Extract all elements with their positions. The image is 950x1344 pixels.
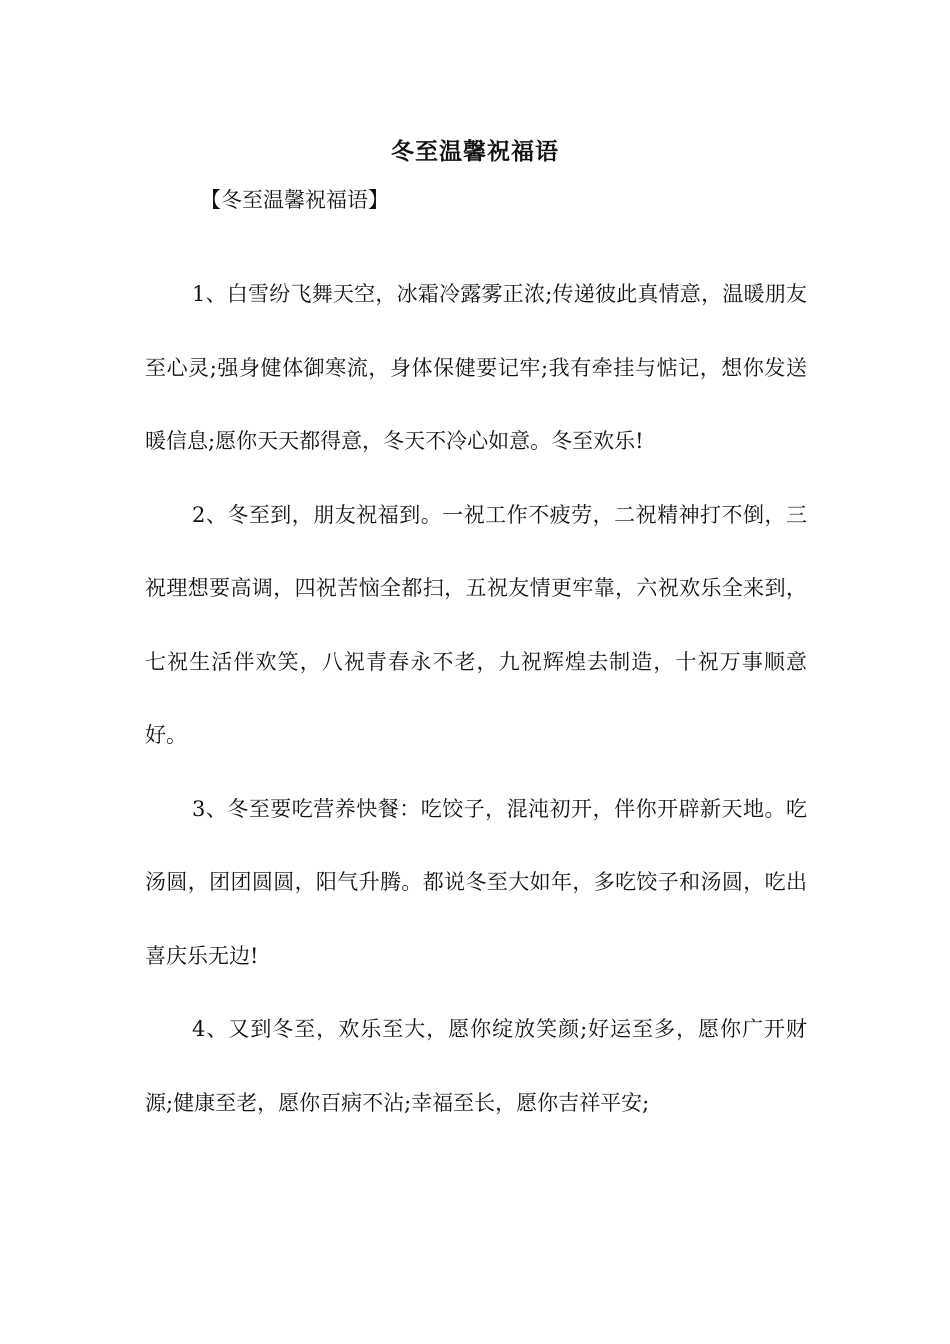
paragraph-4: 4、又到冬至，欢乐至大，愿你绽放笑颜;好运至多，愿你广开财源;健康至老，愿你百病不沾;幸福至长，愿你吉祥平安;: [145, 1017, 807, 1115]
document-subtitle: 【冬至温馨祝福语】: [200, 188, 389, 212]
paragraph-3: 3、冬至要吃营养快餐：吃饺子，混沌初开，伴你开辟新天地。吃汤圆，团团圆圆，阳气升腾。都说冬至大如年，多吃饺子和汤圆，吃出喜庆乐无边!: [145, 796, 807, 968]
paragraph-2: 2、冬至到，朋友祝福到。一祝工作不疲劳，二祝精神打不倒，三祝理想要高调，四祝苦恼全都扫，五祝友情更牢靠，六祝欢乐全来到，七祝生活伴欢笑，八祝青春永不老，九祝辉煌去制造，十祝万事顺意好。: [145, 502, 807, 747]
document-title: 冬至温馨祝福语: [391, 139, 559, 165]
paragraph-1: 1、白雪纷飞舞天空，冰霜冷露雾正浓;传递彼此真情意，温暖朋友至心灵;强身健体御寒流，身体保健要记牢;我有牵挂与惦记，想你发送暖信息;愿你天天都得意，冬天不冷心如意。冬至欢乐!: [145, 282, 807, 453]
document-body: [145, 258, 807, 1178]
